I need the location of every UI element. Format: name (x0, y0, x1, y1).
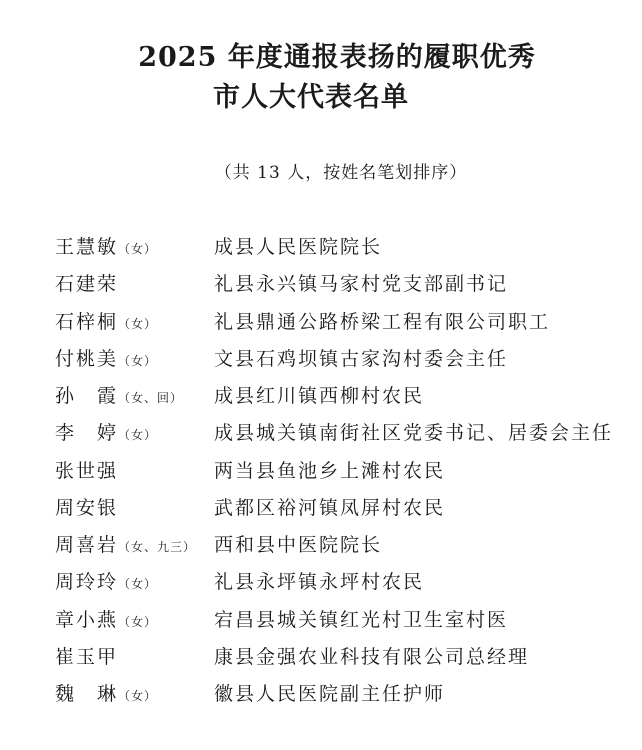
representative-note: （女） (118, 428, 158, 443)
representative-position: 成县人民医院院长 (214, 236, 383, 258)
representative-note: （女） (118, 689, 158, 703)
list-item (55, 456, 446, 486)
representative-note: （女） (118, 316, 158, 331)
representative-name: 石梓桐 (55, 310, 119, 333)
list-item (55, 679, 446, 709)
representative-name: 魏 琳 (55, 683, 119, 705)
title-line-2: 市人大代表名单 (213, 82, 409, 113)
representative-position: 礼县永坪镇永坪村农民 (214, 571, 425, 594)
list-item (55, 232, 383, 262)
representative-name: 崔玉甲 (55, 645, 119, 668)
representative-note: （女） (118, 614, 158, 629)
representative-position: 康县金强农业科技有限公司总经理 (214, 645, 530, 668)
representative-name: 章小燕 (55, 608, 119, 631)
representative-position: 礼县鼎通公路桥梁工程有限公司职工 (214, 310, 551, 333)
representative-name: 周安银 (55, 496, 119, 519)
representative-name: 付桃美 (55, 347, 119, 370)
list-item (55, 307, 551, 337)
representative-name: 张世强 (55, 459, 119, 482)
representative-name: 孙 霞 (55, 385, 119, 407)
representative-name: 周喜岩 (55, 534, 119, 556)
representative-name: 石建荣 (55, 273, 119, 296)
representative-position: 礼县永兴镇马家村党支部副书记 (214, 273, 509, 296)
representative-name: 王慧敏 (55, 236, 119, 258)
title-line-1: 2025 年度通报表扬的履职优秀 (138, 42, 536, 73)
list-item (55, 567, 425, 597)
representative-note: （女） (118, 353, 158, 368)
list-item (55, 530, 383, 560)
list-item (55, 605, 509, 635)
representative-note: （女、回） (118, 391, 184, 405)
list-item (55, 642, 530, 672)
representative-position: 宕昌县城关镇红光村卫生室村医 (214, 608, 509, 631)
representative-note: （女） (118, 577, 158, 592)
list-item (55, 381, 425, 411)
list-item (55, 269, 509, 299)
representative-position: 西和县中医院院长 (214, 534, 383, 556)
list-item (55, 344, 509, 374)
representative-position: 文县石鸡坝镇古家沟村委会主任 (214, 347, 509, 370)
representative-note: （女、九三） (118, 540, 197, 554)
list-item (55, 418, 614, 448)
representative-position: 武都区裕河镇凤屏村农民 (214, 496, 446, 519)
representative-name: 李 婷 (55, 422, 119, 445)
subtitle: （共 13 人，按姓名笔划排序） (214, 163, 468, 183)
representative-position: 成县红川镇西柳村农民 (214, 385, 425, 407)
representative-note: （女） (118, 242, 158, 256)
representative-position: 两当县鱼池乡上滩村农民 (214, 459, 446, 482)
representative-name: 周玲玲 (55, 571, 119, 594)
representative-position: 成县城关镇南街社区党委书记、居委会主任 (214, 422, 614, 445)
list-item (55, 493, 446, 523)
representative-position: 徽县人民医院副主任护师 (214, 683, 446, 705)
